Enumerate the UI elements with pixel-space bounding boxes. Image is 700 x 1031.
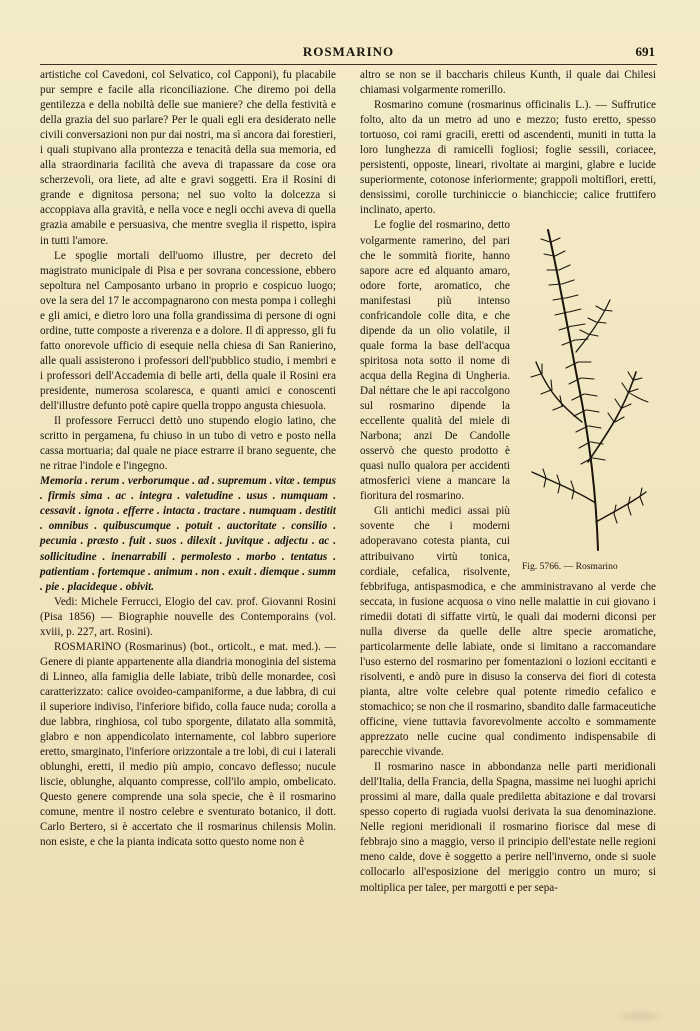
figure-caption: Fig. 5766. — Rosmarino — [522, 561, 618, 573]
paragraph: Il rosmarino nasce in abbondanza nelle parti meridionali dell'Italia, della Francia, della Spagna, massime nei luoghi aprichi prossimi al mare, dalla quale prediletta abitazione e dal trovarsi spesso coperto di rugiada vuolsi derivata la sua denominazione. Nelle regioni meridionali il rosmarino fiorisce dal mese di febbrajo sino a maggio, verso il principio dell'estate nelle regioni meno calde, dove è soggetto a perire nell'inverno, onde si suole collocarlo all'esposizione del meriggio contro un muro; si moltiplica per talee, per margotti e per sepa- — [360, 761, 656, 894]
paragraph: Le spoglie mortali dell'uomo illustre, per decreto del magistrato municipale di Pisa e per sovrana concessione, ebbero sepoltura nel Camposanto urbano in proprio e cospicuo luogo; ove la sera del 17 le accompagnarono con mesta pompa i colleghi e gli amici, e dietro loro una folla grandissima di persone di ogni ordine, tutte composte a riverenza e a dolore. Il dì appresso, gli fu fatto onorevole ufficio di esequie nella chiesa di San Ranierino, alle quali assisterono i professori dell'pubblico studio, i membri e i professori dell'Accademia di belle arti, della quale il Rosini era presidente, numerosa scolaresca, e quanti amici e conoscenti dell'illustre defunto potè capire quella troppo angusta chiesuola. — [40, 249, 336, 413]
header-rule — [40, 64, 657, 65]
left-column — [40, 68, 336, 850]
paragraph: artistiche col Cavedoni, col Selvatico, col Capponi), fu placabile pur sempre e facile alla riconciliazione. Che diremo poi della gentilezza e della nobiltà delle sue maniere? che della festività e della grazia del suo parlare? Per le quali egli era desiderato nelle civili conversazioni non pur dai nostri, ma sì ancora dai forestieri, i quali stupivano alla prontezza e tenacità della sua memoria, ed alla straordinaria facilità che aveva di trapassare da cose ora scherzevoli, ora liete, ad alte e gravi soggetti. Era il Rosini di grande e dignitosa persona; nel suo volto la dolcezza si accoppiava alla gravità, e nella voce e negli occhi aveva di quella grazia amabile e persuasiva, che mentre sveglia il rispetto, ispira in tutti l'amore. — [40, 69, 336, 247]
page-title: ROSMARINO — [302, 44, 395, 59]
paragraph: Le foglie del rosmarino, detto volgarmente ramerino, del pari che le sommità fiorite, hanno sapore acre ed alquanto amaro, odore forte, aromatico, che manifestasi più intenso confricandole colle dita, e che dipende da un olio volatile, il quale forma la base dell'acqua spiritosa nota sotto il nome di acqua della Regina di Ungheria. Dal néttare che le api raccolgono sul rosmarino dipende la eccellente qualità del miele di Narbona; anzi De Candolle osservò che questo prodotto è quasi nullo qualora per accidenti atmosferici viene a mancare la fioritura del rosmarino. — [360, 219, 510, 503]
rosemary-plant-icon — [518, 222, 656, 552]
right-column — [360, 68, 656, 896]
reference-note: Vedi: Michele Ferrucci, Elogio del cav. prof. Giovanni Rosini (Pisa 1856) — Biographie nouvelle des Contemporains (vol. xviii, p. 227, art. Rosini). — [40, 595, 336, 638]
running-header — [40, 44, 657, 64]
entry-rosmarino: ROSMARINO (Rosmarinus) (bot., orticolt., e mat. med.). — Genere di piante appartenente alla diandria monoginia del sistema di Linneo, alla famiglia delle labiate, tribù delle monardee, così caratterizzato: calice ovoideo-campaniforme, a due labbra, di cui il superiore indiviso, l'inferiore bifido, colla fauce nuda; corolla a due labbra, ringhiosa, col tubo sporgente, dilatato alla sommità, glabro e non appendicolato internamente, col labbro superiore eretto, smarginato, l'inferiore orizzontale a tre lobi, di cui i laterali oblunghi, eretti, il medio più ampio, concavo deflesso; nucule liscie, oblunghe, alquanto compresse, coll'ilo ampio, ombelicato. Questo genere comprende una sola specie, che è il rosmarino comune, mentre il nostro celebre e sventurato botanico, il dott. Carlo Bertero, si è accertato che il rosmarinus chilensis Molin. non esiste, e che la pianta indicata sotto questo nome non è — [40, 640, 336, 849]
page-number: 691 — [635, 44, 655, 59]
paragraph: Il professore Ferrucci dettò uno stupendo elogio latino, che scritto in pergamena, fu chiuso in un tubo di vetro e posto nella cassa mortuaria; dal quale ne piace estrarre il brano seguente, che ne ritrae l'indole e l'ingegno. — [40, 415, 336, 473]
figure — [518, 222, 656, 574]
latin-inscription: Memoria . rerum . verborumque . ad . supremum . vitæ . tempus . firmis sima . ac . integra . valetudine . usus . numquam . cessavit . ignota . efferre . intacta . tractare . numquam . destitit . omnibus . quibuscumque . potuit . auctoritate . consilio . pecunia . præsto . fuit . suos . dilexit . juvitque . adjectu . ac . sollicitudine . inenarrabili . permolesto . morbo . tentatus . patientiam . fortemque . animum . non . exuit . diemque . summ . pie . placideque . obivit. — [40, 475, 336, 593]
paragraph: Gli antichi medici assai più sovente che i moderni adoperavano cotesta pianta, cui attribuivano virtù tonica, cordiale, cefalica, risolvente, febbrifuga, antispasmodica, e che amministravano al verde che seccata, in fusione acquosa o vino nelle malattie in cui giovano i rimedii dotati di siffatte virtù, le quali dai moderni diconsi per nulla diverse da quelle delle altre specie aromatiche, particolarmente delle labiate, onde si limitano a raccomandare l'uso esterno del rosmarino per fomentazioni o lozioni eccitanti e risolventi, e andò pure in disuso la conserva dei fiori di cotesta pianta, altre volte celebre qual potente rimedio cefalico e stomachico; se non che il rosmarino, sbandito dalle farmaceutiche officine, viene tuttavia favorevolmente accolto e sommamente apprezzato nelle cucine qual condimento indispensabile di parecchie vivande. — [360, 505, 656, 759]
paper-smudge — [610, 1009, 670, 1023]
figure-wrap — [360, 218, 656, 760]
paragraph: altro se non se il baccharis chileus Kunth, il quale dai Chilesi chiamasi volgarmente romerillo. — [360, 69, 656, 97]
paragraph: Rosmarino comune (rosmarinus officinalis L.). — Suffrutice folto, alto da un metro ad uno e mezzo; fusto eretto, spesso tortuoso, coi rami gracili, eretti od ascendenti, muniti in tutta la loro lunghezza di ramicelli fogliosi; foglie sessili, coriacee, persistenti, opposte, lineari, rivoltate ai margini, glabre e lucide superiormente, cotonose inferiormente; grappoli moltiflori, eretti, densissimi, corolle turchiniccie o bianchiccie; calice fruttifero inclinato, aperto. — [360, 99, 656, 217]
